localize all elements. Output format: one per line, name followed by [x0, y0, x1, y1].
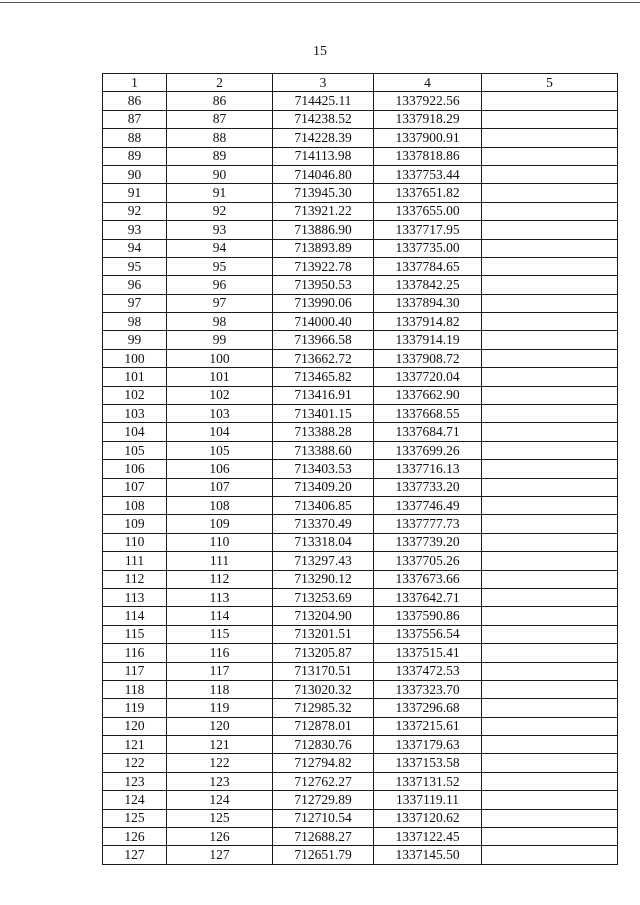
table-cell: 99	[103, 331, 167, 349]
table-cell: 127	[103, 846, 167, 864]
table-cell	[482, 846, 618, 864]
table-cell: 120	[103, 717, 167, 735]
table-cell: 712878.01	[273, 717, 374, 735]
table-cell: 712651.79	[273, 846, 374, 864]
column-header: 1	[103, 74, 167, 92]
table-cell: 104	[103, 423, 167, 441]
table-row	[103, 257, 618, 275]
table-row	[103, 294, 618, 312]
table-cell: 92	[167, 202, 273, 220]
table-cell: 1337590.86	[374, 607, 482, 625]
table-cell	[482, 552, 618, 570]
table-cell: 123	[103, 772, 167, 790]
table-cell: 125	[167, 809, 273, 827]
table-row	[103, 110, 618, 128]
table-cell: 1337914.19	[374, 331, 482, 349]
table-cell: 101	[103, 368, 167, 386]
table-cell: 118	[167, 680, 273, 698]
table-cell: 1337642.71	[374, 588, 482, 606]
table-cell: 1337733.20	[374, 478, 482, 496]
table-cell	[482, 662, 618, 680]
table-cell: 1337842.25	[374, 276, 482, 294]
table-row	[103, 496, 618, 514]
table-cell	[482, 625, 618, 643]
table-cell: 712710.54	[273, 809, 374, 827]
table-row	[103, 92, 618, 110]
table-row	[103, 478, 618, 496]
table-cell: 714238.52	[273, 110, 374, 128]
table-cell	[482, 515, 618, 533]
table-cell: 99	[167, 331, 273, 349]
table-row	[103, 791, 618, 809]
table-cell: 713406.85	[273, 496, 374, 514]
table-cell	[482, 754, 618, 772]
table-cell: 89	[103, 147, 167, 165]
table-cell: 102	[103, 386, 167, 404]
table-cell: 106	[167, 460, 273, 478]
table-cell: 86	[167, 92, 273, 110]
table-row	[103, 221, 618, 239]
table-cell: 98	[103, 313, 167, 331]
table-cell: 86	[103, 92, 167, 110]
table-row	[103, 570, 618, 588]
table-cell: 122	[103, 754, 167, 772]
table-cell: 111	[167, 552, 273, 570]
table-cell: 1337908.72	[374, 349, 482, 367]
table-row	[103, 184, 618, 202]
table-cell: 91	[167, 184, 273, 202]
table-row	[103, 276, 618, 294]
table-cell: 90	[103, 165, 167, 183]
table-cell: 1337894.30	[374, 294, 482, 312]
table-cell: 1337777.73	[374, 515, 482, 533]
table-row	[103, 368, 618, 386]
table-cell: 713950.53	[273, 276, 374, 294]
table-cell: 119	[167, 699, 273, 717]
table-cell	[482, 257, 618, 275]
table-cell: 87	[103, 110, 167, 128]
table-cell: 127	[167, 846, 273, 864]
table-cell: 1337918.29	[374, 110, 482, 128]
table-cell: 1337699.26	[374, 441, 482, 459]
table-row	[103, 772, 618, 790]
table-cell: 713370.49	[273, 515, 374, 533]
table-cell: 713662.72	[273, 349, 374, 367]
table-cell: 713409.20	[273, 478, 374, 496]
table-cell: 111	[103, 552, 167, 570]
table-cell: 714228.39	[273, 129, 374, 147]
table-cell: 123	[167, 772, 273, 790]
page-number: 15	[313, 44, 327, 59]
table-cell	[482, 349, 618, 367]
table-cell: 713201.51	[273, 625, 374, 643]
table-cell: 1337716.13	[374, 460, 482, 478]
table-cell: 1337900.91	[374, 129, 482, 147]
table-row	[103, 552, 618, 570]
table-cell	[482, 386, 618, 404]
table-cell	[482, 441, 618, 459]
table-cell	[482, 368, 618, 386]
table-cell: 1337120.62	[374, 809, 482, 827]
table-row	[103, 129, 618, 147]
table-cell: 120	[167, 717, 273, 735]
table-row	[103, 202, 618, 220]
table-cell: 109	[167, 515, 273, 533]
table-cell: 113	[103, 588, 167, 606]
table-cell: 713205.87	[273, 644, 374, 662]
table-cell	[482, 496, 618, 514]
header-row	[103, 74, 618, 92]
table-cell: 1337922.56	[374, 92, 482, 110]
table-cell	[482, 460, 618, 478]
table-cell: 1337122.45	[374, 828, 482, 846]
table-cell: 105	[103, 441, 167, 459]
table-cell: 713318.04	[273, 533, 374, 551]
table-cell: 1337746.49	[374, 496, 482, 514]
table-cell	[482, 607, 618, 625]
table-cell	[482, 129, 618, 147]
table-row	[103, 699, 618, 717]
table-cell	[482, 92, 618, 110]
table-cell: 94	[167, 239, 273, 257]
table-row	[103, 736, 618, 754]
table-cell: 115	[167, 625, 273, 643]
table-cell: 713204.90	[273, 607, 374, 625]
table-cell: 117	[167, 662, 273, 680]
table-cell: 1337323.70	[374, 680, 482, 698]
table-cell: 92	[103, 202, 167, 220]
table-cell: 117	[103, 662, 167, 680]
table-cell: 713388.28	[273, 423, 374, 441]
table-cell: 1337914.82	[374, 313, 482, 331]
column-header: 5	[482, 74, 618, 92]
table-row	[103, 313, 618, 331]
table-cell: 118	[103, 680, 167, 698]
table-cell: 1337131.52	[374, 772, 482, 790]
table-cell: 114	[103, 607, 167, 625]
table-cell: 105	[167, 441, 273, 459]
table-cell	[482, 644, 618, 662]
table-cell	[482, 423, 618, 441]
table-cell: 1337119.11	[374, 791, 482, 809]
table-cell: 100	[103, 349, 167, 367]
table-cell: 89	[167, 147, 273, 165]
top-rule	[0, 2, 640, 3]
table-cell: 87	[167, 110, 273, 128]
table-cell: 91	[103, 184, 167, 202]
table-row	[103, 515, 618, 533]
table-row	[103, 405, 618, 423]
table-cell: 1337662.90	[374, 386, 482, 404]
table-cell: 95	[167, 257, 273, 275]
table-cell: 1337705.26	[374, 552, 482, 570]
table-cell: 93	[167, 221, 273, 239]
table-cell: 1337684.71	[374, 423, 482, 441]
table-cell: 713990.06	[273, 294, 374, 312]
table-row	[103, 717, 618, 735]
table-cell: 109	[103, 515, 167, 533]
table-cell: 90	[167, 165, 273, 183]
table-cell: 107	[167, 478, 273, 496]
table-row	[103, 680, 618, 698]
table-cell: 713416.91	[273, 386, 374, 404]
table-cell: 121	[167, 736, 273, 754]
table-cell: 96	[167, 276, 273, 294]
table-row	[103, 460, 618, 478]
table-cell: 713966.58	[273, 331, 374, 349]
table-cell	[482, 736, 618, 754]
table-cell: 94	[103, 239, 167, 257]
table-cell	[482, 165, 618, 183]
table-cell: 713403.53	[273, 460, 374, 478]
table-row	[103, 423, 618, 441]
table-cell: 98	[167, 313, 273, 331]
table-cell: 108	[103, 496, 167, 514]
table-cell: 121	[103, 736, 167, 754]
table-cell	[482, 331, 618, 349]
table-cell	[482, 570, 618, 588]
table-cell: 1337673.66	[374, 570, 482, 588]
table-cell	[482, 294, 618, 312]
table-cell: 712762.27	[273, 772, 374, 790]
table-cell: 713253.69	[273, 588, 374, 606]
table-row	[103, 607, 618, 625]
table-cell	[482, 828, 618, 846]
table-cell	[482, 478, 618, 496]
table-row	[103, 809, 618, 827]
table-cell: 97	[103, 294, 167, 312]
table-cell: 116	[167, 644, 273, 662]
table-body	[103, 92, 618, 864]
table-cell: 713922.78	[273, 257, 374, 275]
table-cell: 1337296.68	[374, 699, 482, 717]
table-cell: 124	[167, 791, 273, 809]
table-row	[103, 533, 618, 551]
table-cell: 712729.89	[273, 791, 374, 809]
table-row	[103, 239, 618, 257]
table-cell: 1337753.44	[374, 165, 482, 183]
table-cell: 88	[167, 129, 273, 147]
table-cell: 100	[167, 349, 273, 367]
table-cell: 1337739.20	[374, 533, 482, 551]
table-cell: 713388.60	[273, 441, 374, 459]
table-row	[103, 846, 618, 864]
table-cell: 1337668.55	[374, 405, 482, 423]
table-cell: 712985.32	[273, 699, 374, 717]
table-cell: 712830.76	[273, 736, 374, 754]
table-cell: 713170.51	[273, 662, 374, 680]
table-cell	[482, 239, 618, 257]
table-row	[103, 331, 618, 349]
table-cell: 1337717.95	[374, 221, 482, 239]
table-cell: 95	[103, 257, 167, 275]
table-cell: 115	[103, 625, 167, 643]
table-cell: 713290.12	[273, 570, 374, 588]
coordinates-table	[102, 73, 618, 865]
table-row	[103, 662, 618, 680]
table-cell: 113	[167, 588, 273, 606]
table-cell: 114	[167, 607, 273, 625]
table-cell: 1337153.58	[374, 754, 482, 772]
table-cell: 1337472.53	[374, 662, 482, 680]
table-cell: 124	[103, 791, 167, 809]
table-cell: 103	[103, 405, 167, 423]
table-cell: 1337145.50	[374, 846, 482, 864]
table-cell	[482, 147, 618, 165]
table-cell: 714046.80	[273, 165, 374, 183]
table-cell: 119	[103, 699, 167, 717]
table-cell: 714425.11	[273, 92, 374, 110]
table-row	[103, 386, 618, 404]
table-cell	[482, 313, 618, 331]
table-cell: 713297.43	[273, 552, 374, 570]
table-cell	[482, 791, 618, 809]
table-cell: 1337735.00	[374, 239, 482, 257]
table-cell	[482, 533, 618, 551]
table-cell	[482, 202, 618, 220]
table-row	[103, 625, 618, 643]
table-cell	[482, 588, 618, 606]
table-cell: 713465.82	[273, 368, 374, 386]
table-cell	[482, 110, 618, 128]
table-cell	[482, 680, 618, 698]
table-cell: 88	[103, 129, 167, 147]
table-row	[103, 588, 618, 606]
table-cell: 1337556.54	[374, 625, 482, 643]
table-cell	[482, 276, 618, 294]
table-row	[103, 754, 618, 772]
table-cell: 713893.89	[273, 239, 374, 257]
table-cell: 103	[167, 405, 273, 423]
table-cell: 108	[167, 496, 273, 514]
table-row	[103, 644, 618, 662]
table-cell	[482, 221, 618, 239]
table-cell	[482, 699, 618, 717]
table-cell: 126	[167, 828, 273, 846]
table-cell: 1337179.63	[374, 736, 482, 754]
table-cell: 106	[103, 460, 167, 478]
table-cell: 110	[167, 533, 273, 551]
table-cell: 713945.30	[273, 184, 374, 202]
table-cell: 712688.27	[273, 828, 374, 846]
table-cell: 714113.98	[273, 147, 374, 165]
table-cell: 97	[167, 294, 273, 312]
table-cell: 1337818.86	[374, 147, 482, 165]
table-cell: 107	[103, 478, 167, 496]
table-cell: 714000.40	[273, 313, 374, 331]
table-row	[103, 147, 618, 165]
table-row	[103, 165, 618, 183]
table-cell: 713886.90	[273, 221, 374, 239]
table-row	[103, 349, 618, 367]
table-cell: 1337651.82	[374, 184, 482, 202]
table-cell: 101	[167, 368, 273, 386]
table-cell: 713921.22	[273, 202, 374, 220]
table-cell: 110	[103, 533, 167, 551]
table-cell: 102	[167, 386, 273, 404]
table-cell: 116	[103, 644, 167, 662]
table-cell: 1337215.61	[374, 717, 482, 735]
table-cell: 122	[167, 754, 273, 772]
table-cell	[482, 772, 618, 790]
table-row	[103, 828, 618, 846]
column-header: 3	[273, 74, 374, 92]
table-cell: 104	[167, 423, 273, 441]
table-cell	[482, 405, 618, 423]
table-cell	[482, 809, 618, 827]
table-cell: 1337784.65	[374, 257, 482, 275]
table-cell: 125	[103, 809, 167, 827]
table-cell: 96	[103, 276, 167, 294]
table-cell: 1337720.04	[374, 368, 482, 386]
column-header: 2	[167, 74, 273, 92]
table-cell: 112	[103, 570, 167, 588]
table-cell	[482, 717, 618, 735]
table-cell: 126	[103, 828, 167, 846]
table-cell: 112	[167, 570, 273, 588]
table-cell: 93	[103, 221, 167, 239]
table-cell	[482, 184, 618, 202]
column-header: 4	[374, 74, 482, 92]
table-cell: 1337655.00	[374, 202, 482, 220]
table-row	[103, 441, 618, 459]
table-cell: 1337515.41	[374, 644, 482, 662]
table-cell: 712794.82	[273, 754, 374, 772]
table-cell: 713401.15	[273, 405, 374, 423]
table-cell: 713020.32	[273, 680, 374, 698]
